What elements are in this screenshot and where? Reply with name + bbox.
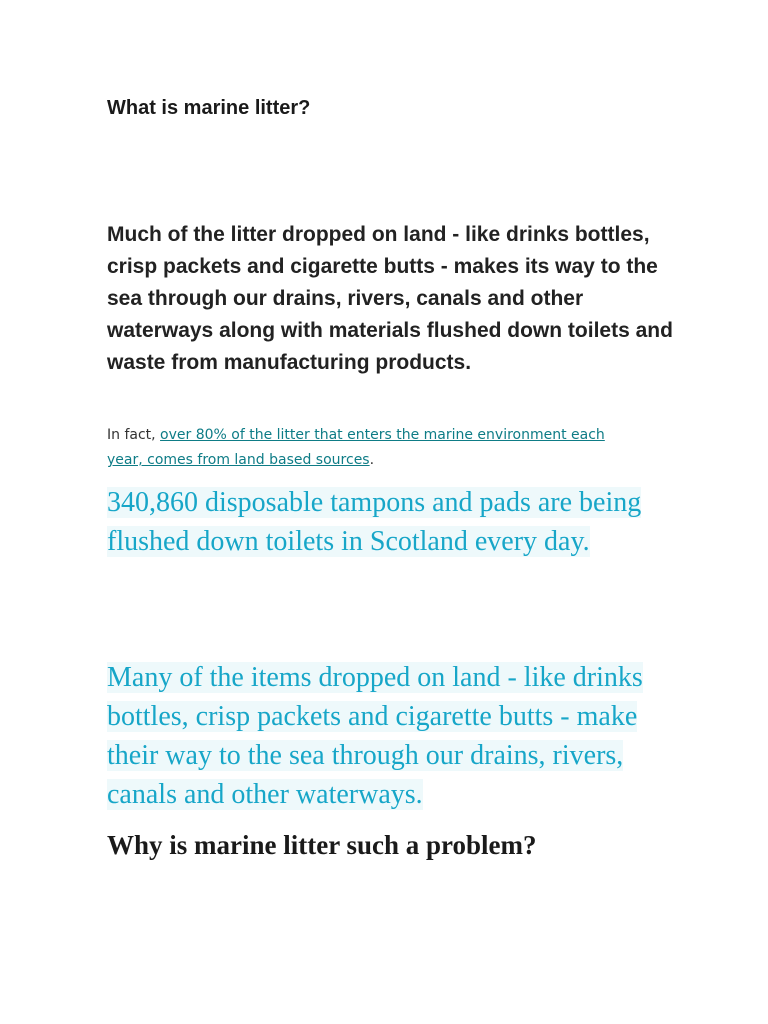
in-fact-suffix: . [369,452,375,468]
heading-why-is-marine-litter-a-problem: Why is marine litter such a problem? [107,830,537,860]
paragraph-in-fact [107,423,682,473]
highlight-items-dropped [107,658,667,814]
heading-what-is-marine-litter: What is marine litter? [107,97,311,119]
land-sources-link[interactable] [107,427,605,468]
link-line-2: year, comes from land based sources [107,452,370,468]
highlight-tampons-text: 340,860 disposable tampons and pads are being flushed down toilets in Scotland every day. [107,487,642,557]
in-fact-prefix: In fact, [107,427,161,443]
link-line-1: over 80% of the litter that enters the marine environment each [160,427,605,443]
highlight-items-text: Many of the items dropped on land - like drinks bottles, crisp packets and cigarette butts - make their way to the sea through our drains, rivers, canals and other waterways. [107,662,643,810]
paragraph-land-litter: Much of the litter dropped on land - like drinks bottles, crisp packets and cigarette butts - makes its way to the sea through our drains, rivers, canals and other waterways along with materials flushed down toilets and waste from manufacturing products. [107,223,673,374]
highlight-tampons [107,483,667,561]
